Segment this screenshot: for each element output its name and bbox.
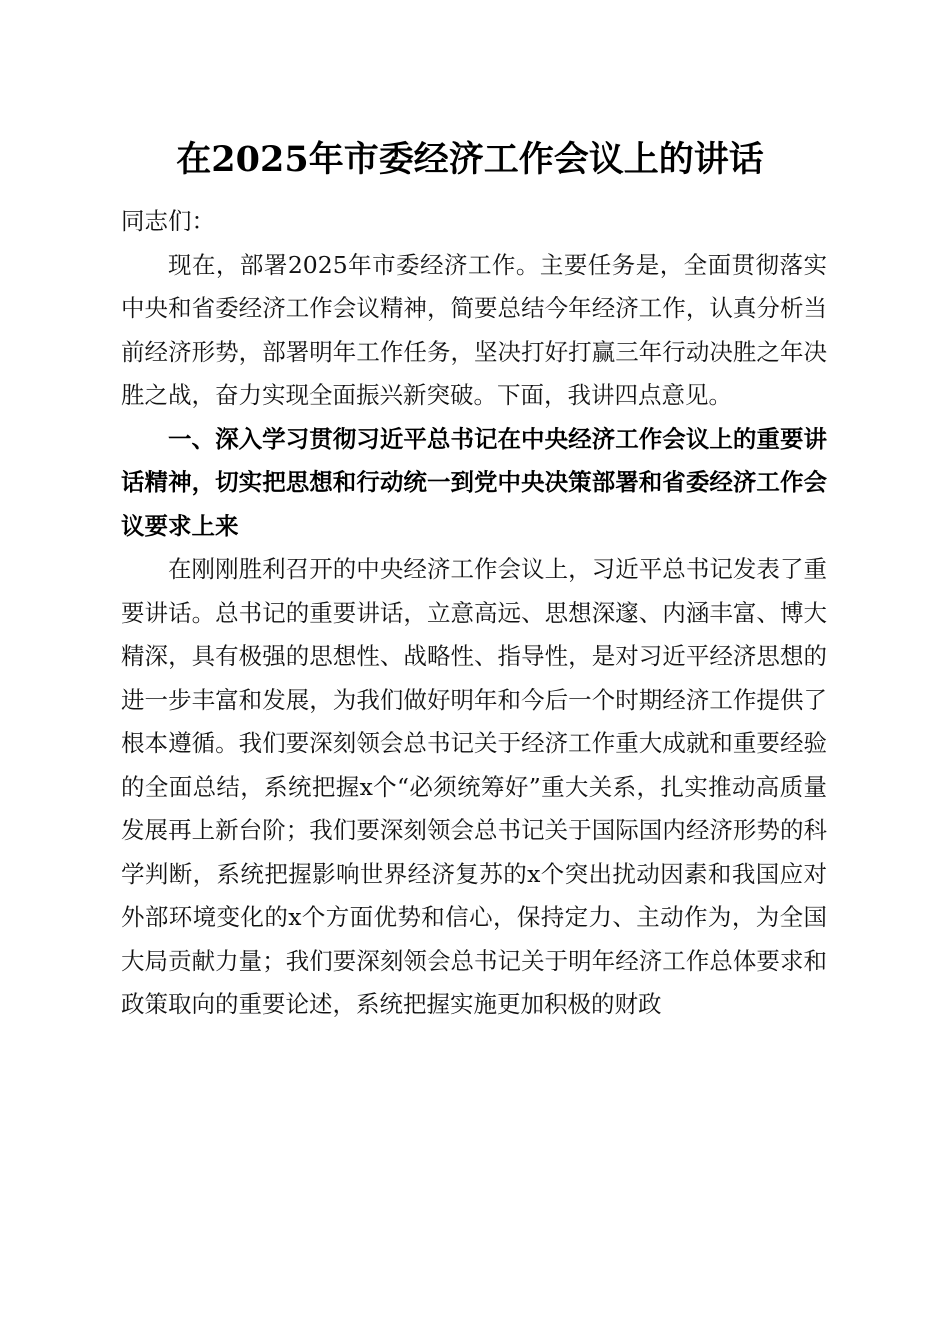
section-1-paragraph: 在刚刚胜利召开的中央经济工作会议上，习近平总书记发表了重要讲话。总书记的重要讲话，立意高远、思想深邃、内涵丰富、博大精深，具有极强的思想性、战略性、指导性，是对习近平经济思想的进一步丰富和发展，为我们做好明年和今后一个时期经济工作提供了根本遵循。我们要深刻领会总书记关于经济工作重大成就和重要经验的全面总结，系统把握x个“必须统筹好”重大关系，扎实推动高质量发展再上新台阶；我们要深刻领会总书记关于国际国内经济形势的科学判断，系统把握影响世界经济复苏的x个突出扰动因素和我国应对外部环境变化的x个方面优势和信心，保持定力、主动作为，为全国大局贡献力量；我们要深刻领会总书记关于明年经济工作总体要求和政策取向的重要论述，系统把握实施更加积极的财政 [121,555,827,1018]
salutation: 同志们： [121,207,215,235]
page-title: 在2025年市委经济工作会议上的讲话 [176,139,764,180]
intro-paragraph: 现在，部署2025年市委经济工作。主要任务是，全面贯彻落实中央和省委经济工作会议精神，简要总结今年经济工作，认真分析当前经济形势，部署明年工作任务，坚决打好打赢三年行动决胜之年决胜之战，奋力实现全面振兴新突破。下面，我讲四点意见。 [121,250,827,409]
document-body [121,200,827,1027]
section-heading-1: 一、深入学习贯彻习近平总书记在中央经济工作会议上的重要讲话精神，切实把思想和行动统一到党中央决策部署和省委经济工作会议要求上来 [121,424,827,540]
